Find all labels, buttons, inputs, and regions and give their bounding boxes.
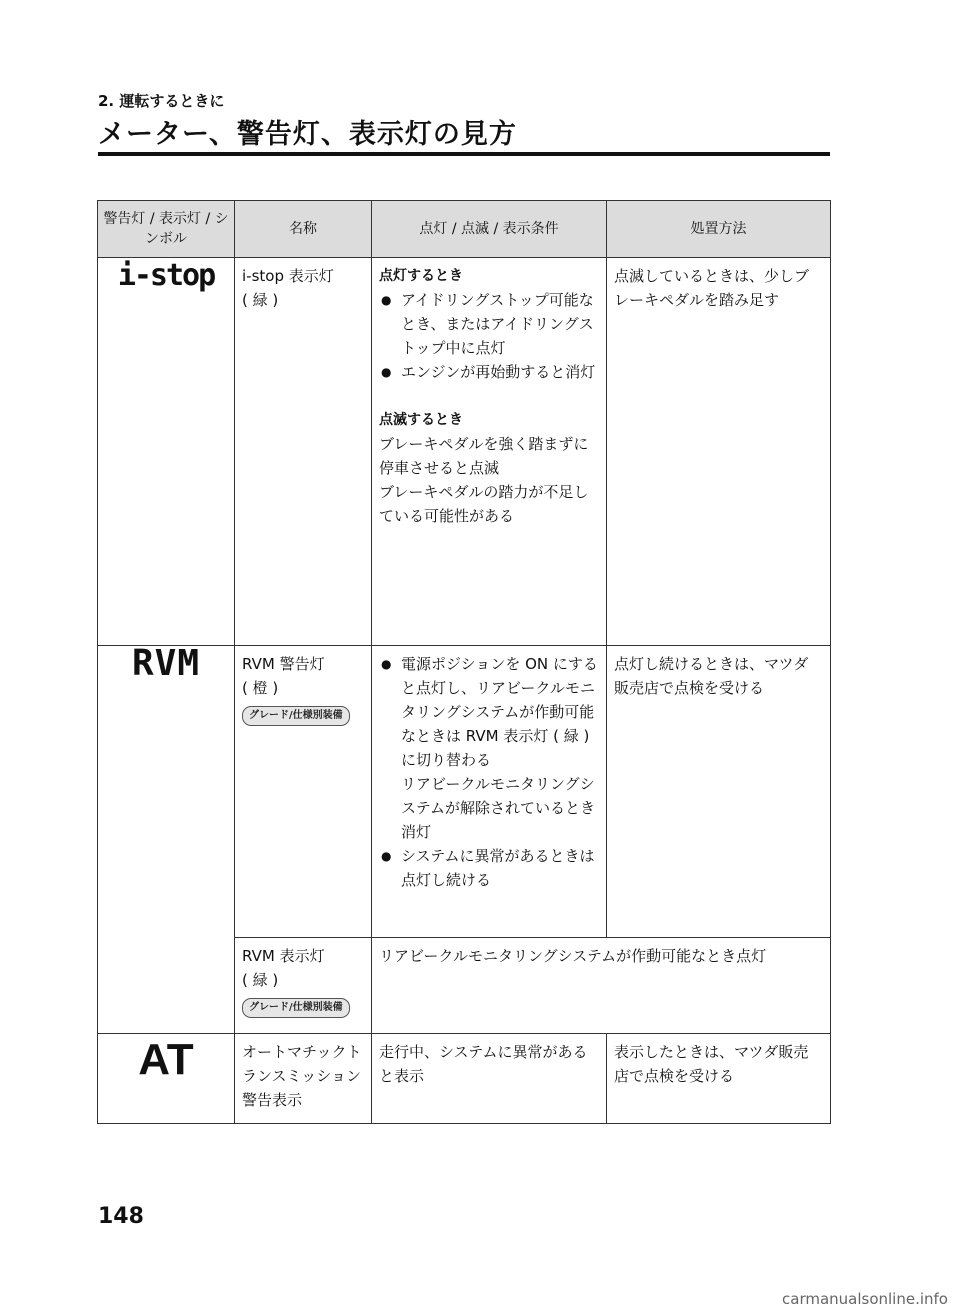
table-row-istop <box>98 258 831 646</box>
rvm-indicator-name: RVM 表示灯 <box>242 947 325 965</box>
title-underline <box>98 152 830 156</box>
rvm-warning-color: ( 橙 ) <box>242 679 279 697</box>
rvm-symbol-cell <box>98 643 235 1034</box>
header-condition: 点灯 / 点滅 / 表示条件 <box>372 201 607 258</box>
rvm-symbol-icon: RVM <box>131 643 201 684</box>
at-action: 表示したときは、マツダ販売店で点検を受ける <box>614 1043 809 1085</box>
istop-name: i-stop 表示灯 <box>242 267 334 285</box>
istop-symbol-cell <box>98 258 235 646</box>
istop-on-item: ● エンジンが再始動すると消灯 <box>379 360 599 384</box>
at-symbol-icon: AT <box>138 1035 194 1084</box>
section-heading: 2. 運転するときに <box>98 92 225 110</box>
indicator-table <box>97 200 831 1124</box>
header-action: 処置方法 <box>607 201 831 258</box>
istop-condition-cell <box>372 258 607 646</box>
at-symbol-cell <box>98 1034 235 1124</box>
table-row-rvm-warning <box>98 646 831 938</box>
grade-option-badge: グレード/仕様別装備 <box>242 998 350 1018</box>
page-title: メーター、警告灯、表示灯の見方 <box>98 119 517 150</box>
header-name: 名称 <box>235 201 372 258</box>
istop-color: ( 緑 ) <box>242 291 279 309</box>
rvm-warning-item: ● 電源ポジションを ON にすると点灯し、リアビークルモニタリングシステムが作動可能なときは RVM 表示灯 ( 緑 ) に切り替わる リアビークルモニタリングシステムが解除されているとき消灯 <box>379 652 599 844</box>
istop-action-cell <box>607 258 831 646</box>
rvm-warning-name-cell <box>235 646 372 938</box>
rvm-indicator-color: ( 緑 ) <box>242 971 279 989</box>
rvm-warning-name: RVM 警告灯 <box>242 655 325 673</box>
rvm-indicator-condition: リアビークルモニタリングシステムが作動可能なとき点灯 <box>379 947 767 965</box>
table-row-at <box>98 1034 831 1124</box>
at-action-cell <box>607 1034 831 1124</box>
table-header-row <box>98 201 831 258</box>
watermark: carmanualsonline.info <box>782 1290 948 1308</box>
at-name-cell <box>235 1034 372 1124</box>
rvm-warning-item: ● システムに異常があるときは点灯し続ける <box>379 844 599 892</box>
rvm-indicator-name-cell <box>235 938 372 1034</box>
istop-on-item: ● アイドリングストップ可能なとき、またはアイドリングストップ中に点灯 <box>379 288 599 360</box>
at-condition: 走行中、システムに異常があると表示 <box>379 1043 588 1085</box>
page-number: 148 <box>98 1204 144 1229</box>
rvm-warning-condition-cell <box>372 646 607 938</box>
at-name: オートマチックトランスミッション警告表示 <box>242 1043 362 1109</box>
istop-blink-line: ブレーキペダルを強く踏まずに停車させると点滅 <box>379 435 589 477</box>
rvm-warning-action: 点灯し続けるときは、マツダ販売店で点検を受ける <box>614 655 809 697</box>
istop-symbol-icon: i-stop <box>117 258 215 293</box>
istop-blink-line: ブレーキペダルの踏力が不足している可能性がある <box>379 483 589 525</box>
rvm-indicator-condition-cell <box>372 938 831 1034</box>
header-symbol: 警告灯 / 表示灯 / シンボル <box>98 201 235 258</box>
istop-name-cell <box>235 258 372 646</box>
istop-action: 点滅しているときは、少しブレーキペダルを踏み足す <box>614 267 810 309</box>
istop-blink-heading: 点滅するとき <box>379 412 463 428</box>
istop-on-heading: 点灯するとき <box>379 268 463 284</box>
rvm-warning-action-cell <box>607 646 831 938</box>
grade-option-badge: グレード/仕様別装備 <box>242 706 350 726</box>
at-condition-cell <box>372 1034 607 1124</box>
